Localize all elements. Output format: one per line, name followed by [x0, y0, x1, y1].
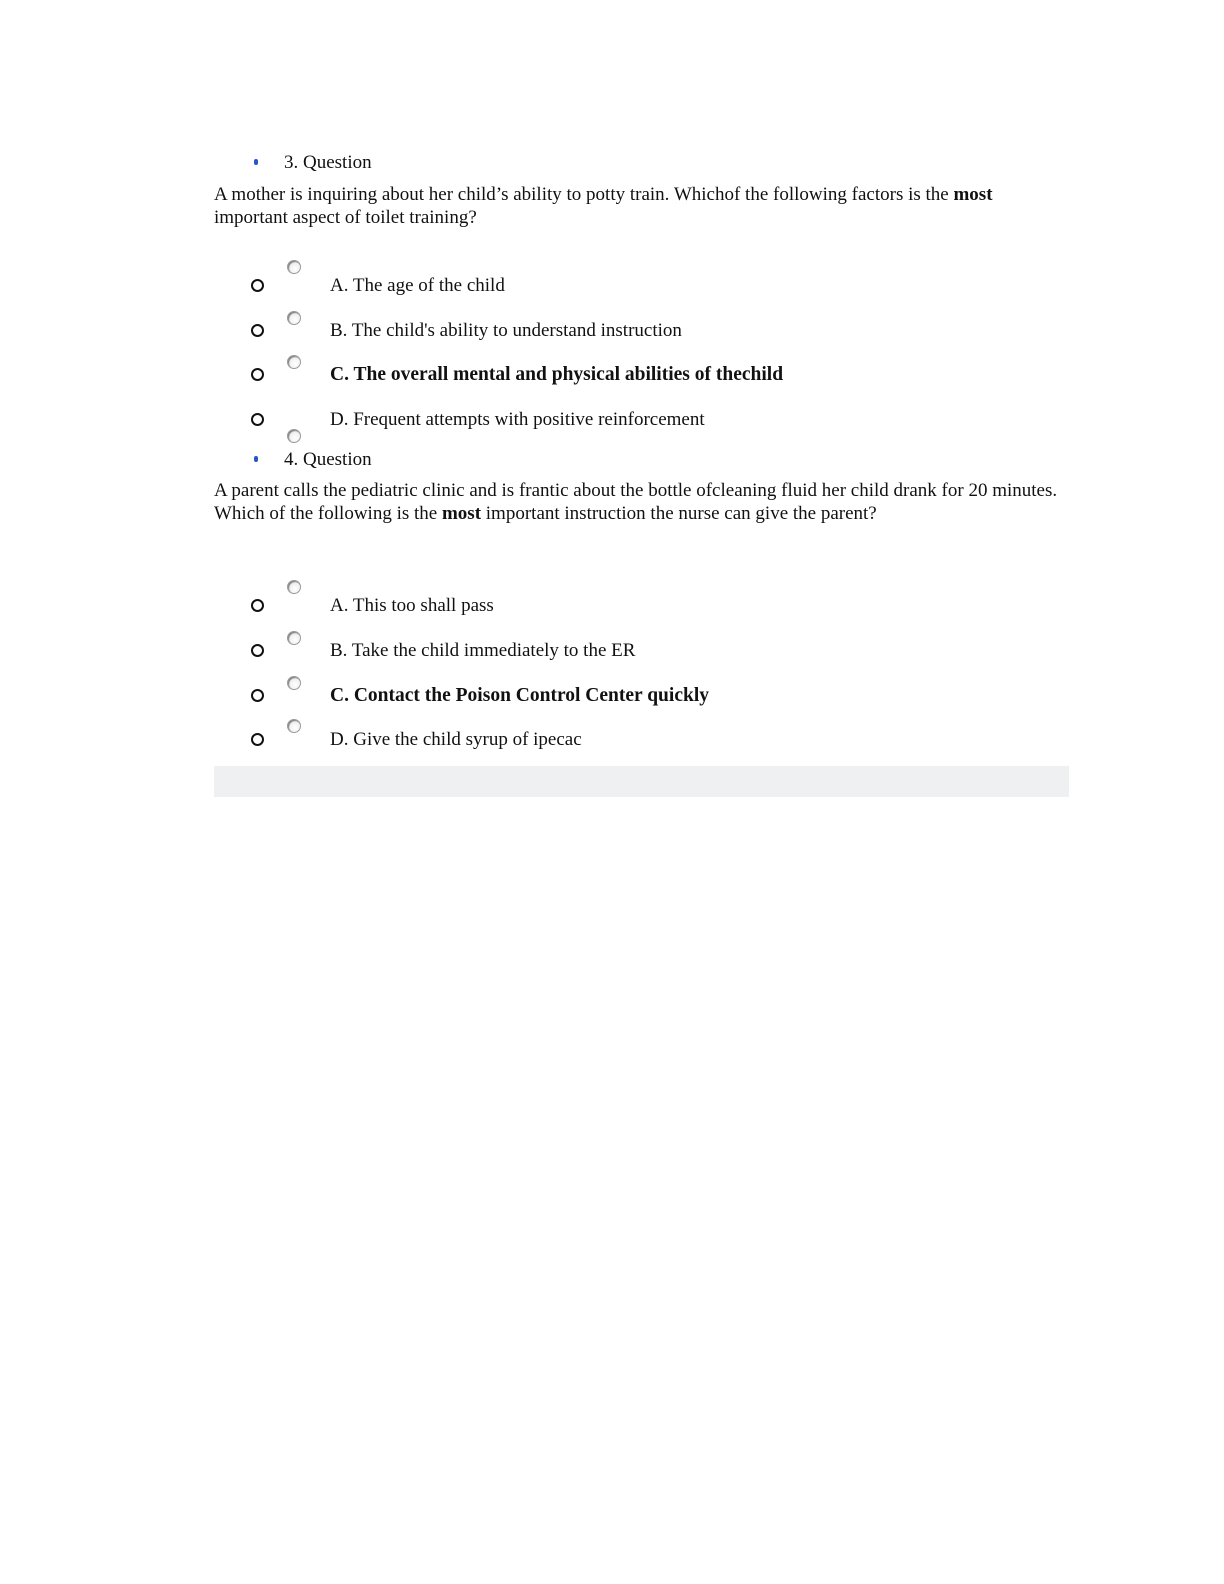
- circle-bullet-icon: [251, 324, 264, 337]
- option-label: A. The age of the child: [330, 275, 505, 296]
- radio-button-icon[interactable]: [287, 676, 301, 690]
- bullet-icon: [254, 456, 258, 462]
- option-label: B. The child's ability to understand instruction: [330, 320, 682, 341]
- radio-button-icon[interactable]: [287, 429, 301, 443]
- option-label: B. Take the child immediately to the ER: [330, 640, 636, 661]
- question-4-text: A parent calls the pediatric clinic and is frantic about the bottle ofcleaning fluid her child drank for 20 minutes. Which of the following is the most important instruction the nurse can give the parent?: [214, 480, 1058, 524]
- q4-option-b[interactable]: [250, 638, 1070, 664]
- radio-button-icon[interactable]: [287, 580, 301, 594]
- radio-button-icon[interactable]: [287, 260, 301, 274]
- circle-bullet-icon: [251, 413, 264, 426]
- circle-bullet-icon: [251, 733, 264, 746]
- option-label-correct: C. Contact the Poison Control Center quickly: [330, 685, 709, 706]
- circle-bullet-icon: [251, 599, 264, 612]
- q3-option-c[interactable]: [250, 362, 1070, 388]
- option-label: D. Give the child syrup of ipecac: [330, 729, 582, 750]
- circle-bullet-icon: [251, 644, 264, 657]
- circle-bullet-icon: [251, 279, 264, 292]
- circle-bullet-icon: [251, 368, 264, 381]
- q3-option-b[interactable]: [250, 318, 1070, 344]
- radio-button-icon[interactable]: [287, 355, 301, 369]
- question-number: 4. Question: [284, 449, 372, 470]
- q3-option-a[interactable]: [250, 273, 1070, 299]
- radio-button-icon[interactable]: [287, 631, 301, 645]
- option-label-correct: C. The overall mental and physical abilities of thechild: [330, 364, 784, 385]
- question-number: 3. Question: [284, 152, 372, 173]
- q4-option-c[interactable]: [250, 683, 1070, 709]
- q4-option-a[interactable]: [250, 593, 1070, 619]
- q4-option-d[interactable]: [250, 727, 1070, 753]
- q3-option-d[interactable]: [250, 407, 1070, 433]
- question-3-text: A mother is inquiring about her child’s ability to potty train. Whichof the following factors is the most important aspect of toilet training?: [214, 184, 993, 228]
- option-label: A. This too shall pass: [330, 595, 494, 616]
- emphasis: most: [441, 503, 482, 524]
- bullet-icon: [254, 159, 258, 165]
- emphasis: most: [953, 184, 993, 205]
- option-label: D. Frequent attempts with positive reinforcement: [330, 409, 705, 430]
- radio-button-icon[interactable]: [287, 719, 301, 733]
- circle-bullet-icon: [251, 689, 264, 702]
- footer-bar: [214, 766, 1069, 797]
- radio-button-icon[interactable]: [287, 311, 301, 325]
